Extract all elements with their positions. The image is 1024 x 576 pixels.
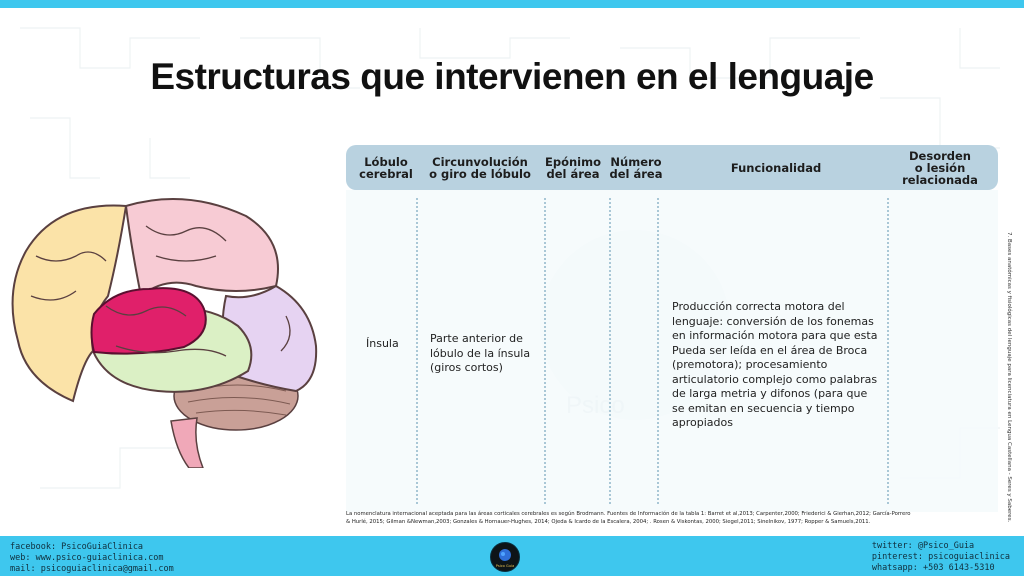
header-area-number: Número del área bbox=[609, 154, 663, 181]
footer-contacts-right bbox=[872, 541, 1010, 574]
logo-text: Psico Guía bbox=[495, 564, 515, 568]
table-footnote: La nomenclatura internacional aceptada para las áreas corticales cerebrales es según Brodmann. Fuentes de Información de la tabla 1: Barret et al,2013; Carpenter,2000; Friederici & Gierhan,2012; García-Porrero & Hurlé, 2015; Gilman &Newman,2003; Gonzales & Hornauer-Hughes, 2014; Ojeda & Icardo de la Escalera, 2004; . Rosen & Viskontas, 2000; Siegel,2011; Sinelnikov, 1977; Ropper & Samuels,2011. bbox=[346, 511, 911, 525]
page-title: Estructuras que intervienen en el lenguaje bbox=[150, 56, 874, 97]
footer-web[interactable]: web: www.psico-guiaclinica.com bbox=[10, 553, 164, 563]
table-header bbox=[346, 145, 998, 190]
footer-contacts-left bbox=[10, 542, 174, 575]
footer-facebook[interactable]: facebook: PsicoGuiaClinica bbox=[10, 542, 144, 552]
header-disorder: Desorden o lesión relacionada bbox=[902, 148, 978, 187]
header-gyrus: Circunvolución o giro de lóbulo bbox=[429, 154, 531, 181]
column-divider bbox=[609, 198, 611, 504]
footer-pinterest[interactable]: pinterest: psicoguiaclinica bbox=[871, 552, 1010, 562]
side-source-note bbox=[1000, 232, 1014, 523]
cell-gyrus: Parte anterior de lóbulo de la ínsula (giros cortos) bbox=[430, 332, 531, 374]
footer-whatsapp[interactable]: whatsapp: +503 6143-5310 bbox=[871, 563, 995, 573]
table-body bbox=[346, 190, 998, 512]
column-divider bbox=[416, 198, 418, 504]
cell-lobe: Ínsula bbox=[366, 337, 399, 350]
top-accent-bar bbox=[0, 0, 1024, 8]
footer-mail[interactable]: mail: psicoguiaclinica@gmail.com bbox=[10, 564, 174, 574]
column-divider bbox=[887, 198, 889, 504]
column-divider bbox=[544, 198, 546, 504]
column-divider bbox=[657, 198, 659, 504]
brain-illustration bbox=[6, 196, 334, 468]
header-lobe: Lóbulo cerebral bbox=[359, 154, 413, 181]
header-function: Funcionalidad bbox=[730, 160, 822, 175]
psico-guia-logo bbox=[490, 542, 520, 572]
side-note-text: 7. Bases anatómicas y fisiológicas del lenguaje para licenciatura en Lengua Castellana - Seres y Saberes. bbox=[1006, 232, 1012, 523]
cell-function: Producción correcta motora del lenguaje: conversión de los fonemas en información motora para que esta Pueda ser leída en el área de Broca (premotora); procesamiento articulatorio complejo como palabras de larga metria y difonos (para que se emitan en secuencia y tiempo apropiados bbox=[672, 300, 878, 429]
header-eponym: Epónimo del área bbox=[544, 154, 601, 181]
footer-twitter[interactable]: twitter: @Psico_Guia bbox=[871, 541, 975, 551]
